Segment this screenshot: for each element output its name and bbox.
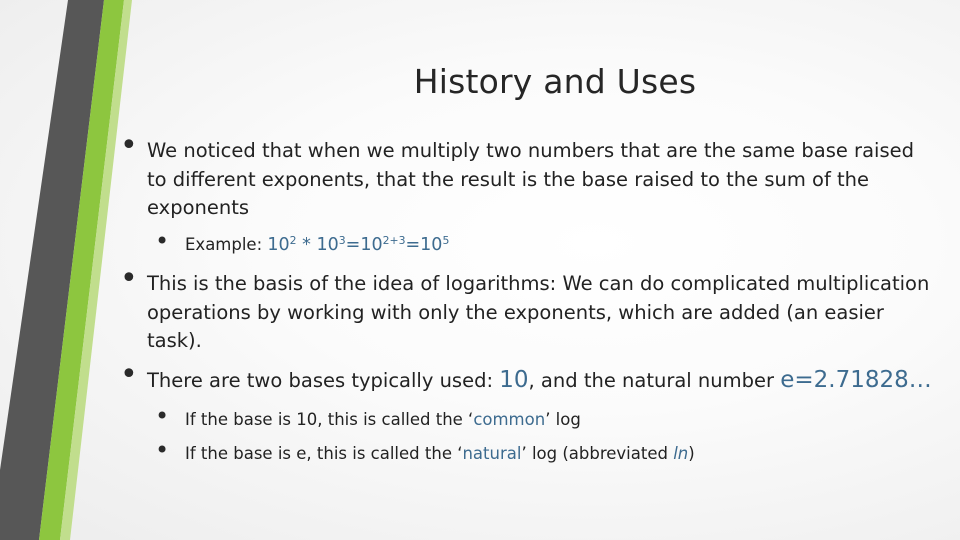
natural-highlight: natural [462,444,522,463]
base-10-value: 10 [499,367,529,393]
slide-title: History and Uses [413,62,697,101]
bullet-item-3 [120,357,937,396]
bullet-dot: • [155,402,170,430]
bullet-item-2 [120,261,937,356]
bullet-dot: • [120,357,138,392]
example-label: Example: [185,235,268,254]
common-log-suffix: ’ log [545,410,581,429]
bullet-3-prefix: There are two bases typically used: [147,369,500,392]
bullet-2-text: This is the basis of the idea of logarithms: We can do complicated multiplication operations by working with only the exponents, which are added (an easier task). [147,272,930,352]
bullet-dot: • [120,128,138,163]
sub-bullet-natural-log [155,436,925,466]
sub-bullet-example [155,227,925,257]
bullet-dot: • [120,261,138,296]
sub-bullet-common-log [155,402,925,432]
common-highlight: common [473,410,546,429]
decorative-accent-shapes [0,0,140,540]
bullet-3-middle: , and the natural number [528,369,781,392]
ln-abbreviation: ln [673,444,689,463]
example-equation: $10^2 * 10^3=10^{2+3}=10^5$ [267,234,450,255]
bullet-item-1 [120,128,937,223]
bullet-dot: • [155,227,170,255]
common-log-prefix: If the base is 10, this is called the ‘ [185,410,474,429]
e-value: e=2.71828… [780,367,932,393]
bullet-dot: • [155,436,170,464]
natural-log-middle: ’ log (abbreviated [521,444,674,463]
bullet-1-text: We noticed that when we multiply two numbers that are the same base raised to different exponents, that the result is the base raised to the sum of the exponents [147,139,914,219]
natural-log-prefix: If the base is e, this is called the ‘ [185,444,463,463]
natural-log-suffix: ) [688,444,695,463]
